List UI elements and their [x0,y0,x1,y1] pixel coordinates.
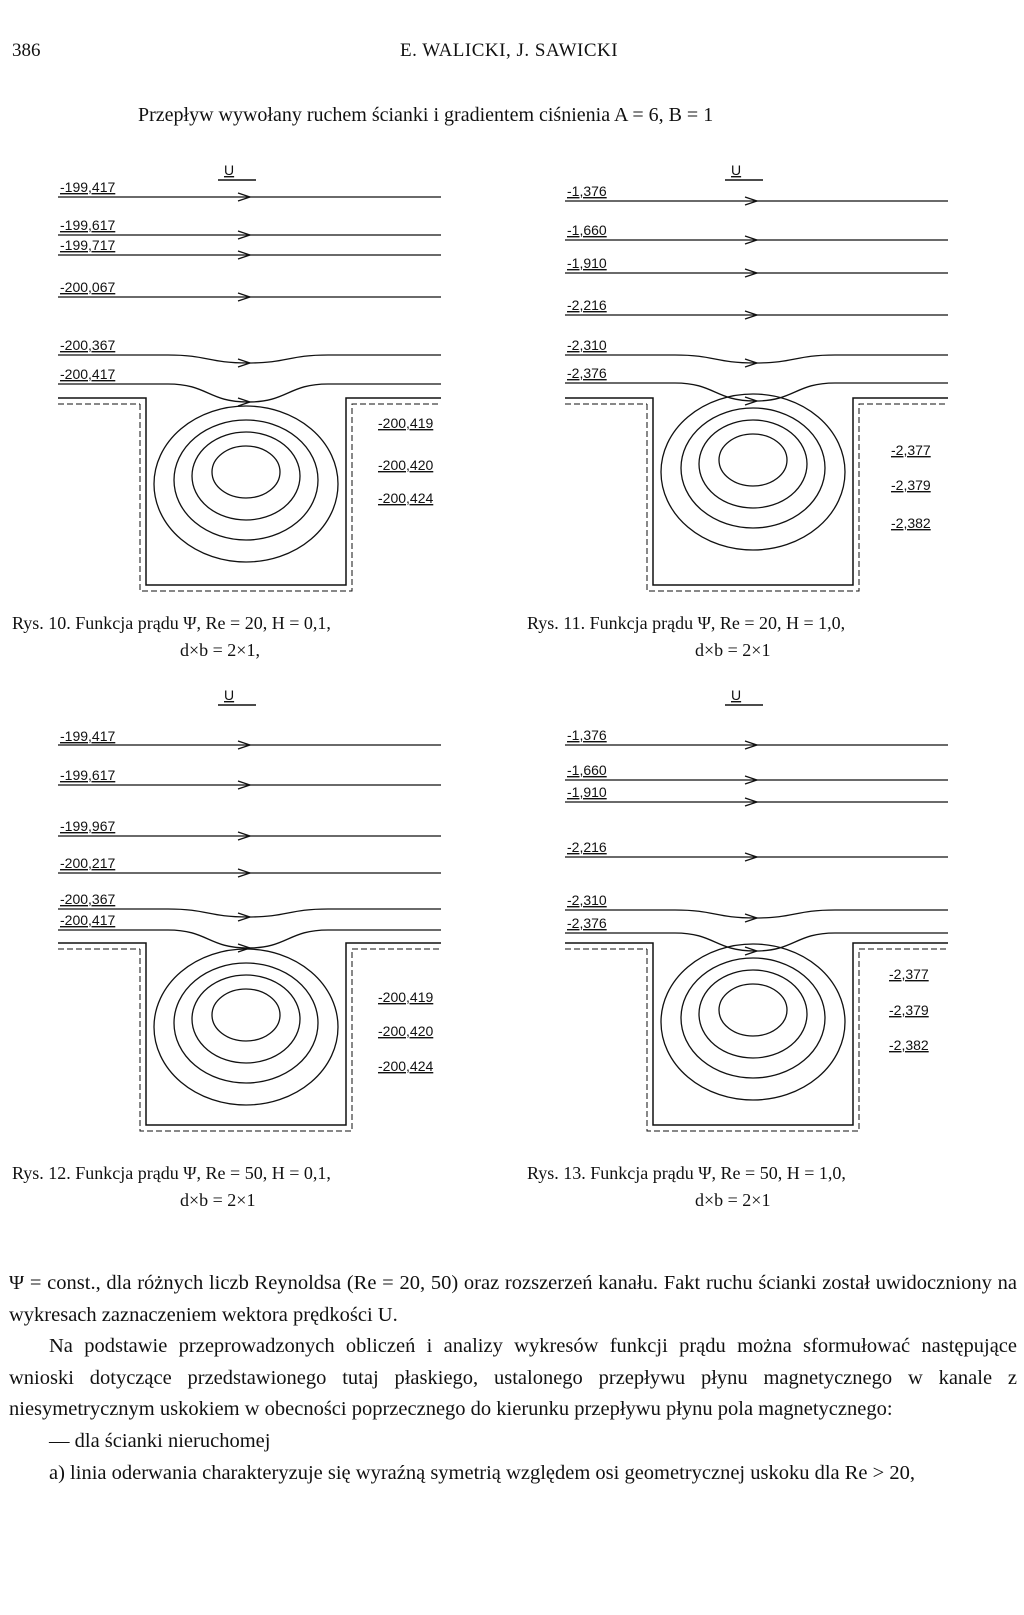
vortex-contour [174,963,318,1083]
vortex-contours [661,944,845,1100]
caption-line: d×b = 2×1 [180,1190,256,1210]
vortex-contour [174,420,318,540]
vortex-contour [661,944,845,1100]
stream-label: -2,310 [567,337,607,353]
paragraph: Ψ = const., dla różnych liczb Reynoldsa (Re = 20, 50) oraz rozszerzeń kanału. Fakt ruchu ścianki został uwidoczniony na wykresach zaznaczeniem wektora prędkości U. [9,1272,1017,1326]
vortex-contour [154,949,338,1105]
figure-rys10 [58,160,458,600]
vortex-contour [681,958,825,1078]
stream-label: -200,367 [60,337,116,353]
section-title: Przepływ wywołany ruchem ścianki i gradientem ciśnienia A = 6, B = 1 [138,104,714,126]
stream-label: -2,216 [567,297,607,313]
velocity-label: U [731,162,742,178]
caption-line: Rys. 11. Funkcja prądu Ψ, Re = 20, H = 1,0, [527,613,846,633]
vortex-contour [192,432,300,520]
vortex-contour [661,394,845,550]
velocity-label: U [224,162,235,178]
stream-label: -200,067 [60,279,116,295]
paragraph: — dla ścianki nieruchomej [49,1429,271,1452]
vortex-contour [681,408,825,528]
streamline [565,355,948,363]
vortex-contours [154,406,338,562]
vortex-contour [699,420,807,508]
stream-label: -200,217 [60,855,116,871]
figure-caption-rys13 [527,1160,846,1214]
vortex-contours [154,949,338,1105]
stream-label: -1,910 [567,255,607,271]
vortex-label: -2,382 [891,515,931,531]
figure-caption-rys10 [12,610,331,664]
stream-label: -199,617 [60,217,116,233]
running-header: E. WALICKI, J. SAWICKI [400,40,619,61]
vortex-contour [212,446,280,498]
stream-label: -1,910 [567,784,607,800]
stream-label: -199,967 [60,818,116,834]
stream-label: -1,660 [567,762,607,778]
figure-caption-rys11 [527,610,845,664]
vortex-contours [661,394,845,550]
streamline [565,933,948,951]
streamline [58,384,441,402]
vortex-label: -200,424 [378,490,434,506]
vortex-label: -2,379 [891,477,931,493]
stream-label: -1,376 [567,183,607,199]
caption-line: d×b = 2×1 [695,1190,771,1210]
caption-line: Rys. 12. Funkcja prądu Ψ, Re = 50, H = 0,1, [12,1163,331,1183]
vortex-label: -2,377 [891,442,931,458]
vortex-label: -200,424 [378,1058,434,1074]
channel-wall [565,398,948,591]
stream-label: -1,376 [567,727,607,743]
velocity-label: U [224,687,235,703]
stream-label: -2,376 [567,365,607,381]
vortex-label: -200,420 [378,457,434,473]
vortex-contour [192,975,300,1063]
streamline [565,910,948,918]
figure-rys11 [565,160,965,600]
vortex-contour [719,434,787,486]
wall-hatching [565,404,948,591]
streamline [58,909,441,917]
wall-hatching [58,949,441,1131]
streamline [58,355,441,363]
vortex-contour [212,989,280,1041]
vortex-label: -2,377 [889,966,929,982]
figure-rys12 [58,685,458,1145]
figure-rys13 [565,685,965,1145]
stream-label: -2,310 [567,892,607,908]
vortex-contour [699,970,807,1058]
stream-label: -199,717 [60,237,116,253]
vortex-label: -200,419 [378,415,434,431]
stream-label: -200,417 [60,912,116,928]
caption-line: Rys. 13. Funkcja prądu Ψ, Re = 50, H = 1,0, [527,1163,846,1183]
figure-caption-rys12 [12,1160,331,1214]
vortex-contour [719,984,787,1036]
stream-label: -2,376 [567,915,607,931]
vortex-label: -200,419 [378,989,434,1005]
page-number: 386 [12,40,41,61]
body-text [9,1268,1017,1489]
stream-label: -199,417 [60,728,116,744]
stream-label: -199,617 [60,767,116,783]
stream-label: -199,417 [60,179,116,195]
caption-line: Rys. 10. Funkcja prądu Ψ, Re = 20, H = 0,1, [12,613,331,633]
paragraph: Na podstawie przeprowadzonych obliczeń i analizy wykresów funkcji prądu można sformułować następujące wnioski dotyczące przedstawionego tutaj płaskiego, ustalonego przepływu płynu magnetycznego w kanale z niesymetrycznym uskokiem w obecności poprzecznego do kierunku przepływu płynu pola magnetycznego: [9,1335,1017,1421]
paragraph: a) linia oderwania charakteryzuje się wyraźną symetrią względem osi geometrycznej uskoku dla Re > 20, [49,1461,915,1484]
streamline [58,930,441,948]
caption-line: d×b = 2×1 [695,640,771,660]
vortex-contour [154,406,338,562]
stream-label: -2,216 [567,839,607,855]
vortex-label: -2,382 [889,1037,929,1053]
vortex-label: -2,379 [889,1002,929,1018]
caption-line: d×b = 2×1, [180,640,260,660]
stream-label: -200,417 [60,366,116,382]
velocity-label: U [731,687,742,703]
stream-label: -200,367 [60,891,116,907]
vortex-label: -200,420 [378,1023,434,1039]
stream-label: -1,660 [567,222,607,238]
